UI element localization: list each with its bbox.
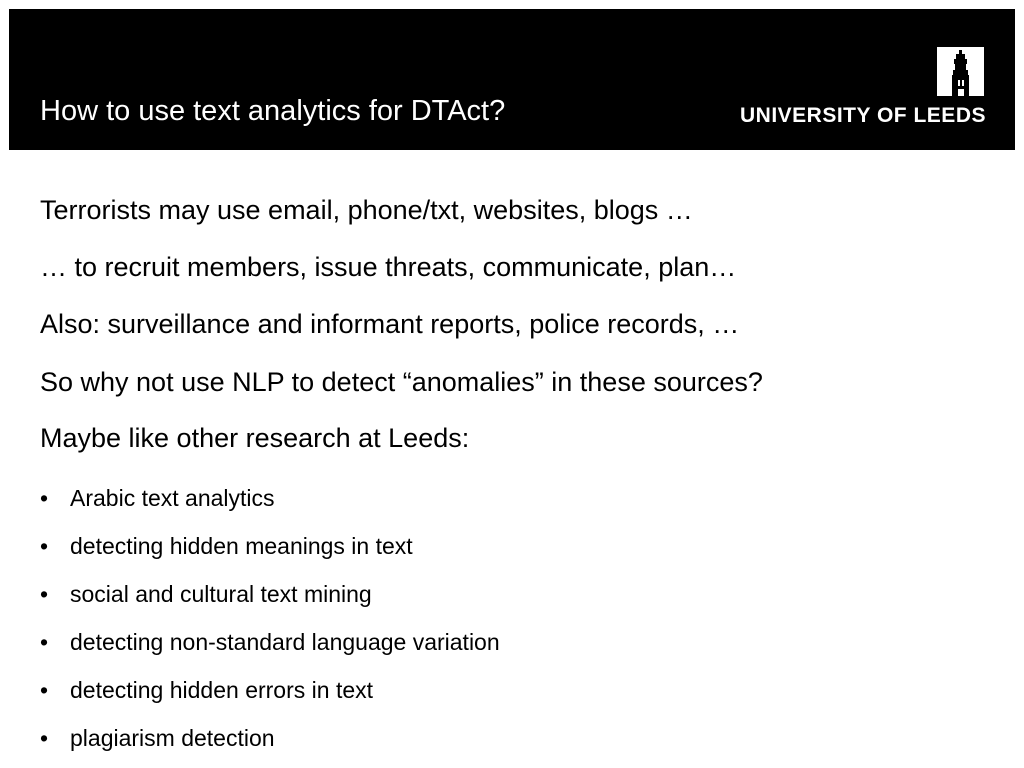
body-line-3: Also: surveillance and informant reports, police records, … — [40, 309, 740, 339]
list-item-text: plagiarism detection — [70, 724, 275, 751]
list-item-text: detecting hidden meanings in text — [70, 532, 413, 559]
list-item — [40, 474, 500, 522]
slide-title: How to use text analytics for DTAct? — [40, 95, 506, 127]
leeds-tower-crest-icon — [937, 47, 984, 96]
body-line-2: … to recruit members, issue threats, communicate, plan… — [40, 252, 737, 282]
bullet-icon: • — [40, 676, 49, 703]
university-logo-text: UNIVERSITY OF LEEDS — [740, 104, 986, 127]
list-item-text: detecting hidden errors in text — [70, 676, 374, 703]
body-line-5: Maybe like other research at Leeds: — [40, 423, 470, 453]
list-item-text: social and cultural text mining — [70, 580, 372, 607]
list-item-text: detecting non-standard language variation — [70, 628, 500, 655]
bullet-icon: • — [40, 628, 49, 655]
list-item — [40, 522, 500, 570]
bullet-icon: • — [40, 532, 49, 559]
list-item — [40, 570, 500, 618]
bullet-icon: • — [40, 724, 49, 751]
body-line-1: Terrorists may use email, phone/txt, websites, blogs … — [40, 195, 693, 225]
header-bar — [9, 9, 1015, 150]
bullet-icon: • — [40, 580, 49, 607]
body-line-4: So why not use NLP to detect “anomalies” in these sources? — [40, 367, 763, 397]
list-item — [40, 666, 500, 714]
list-item-text: Arabic text analytics — [70, 484, 275, 511]
bullet-icon: • — [40, 484, 49, 511]
list-item — [40, 618, 500, 666]
research-bullet-list — [40, 474, 500, 762]
list-item — [40, 714, 500, 762]
